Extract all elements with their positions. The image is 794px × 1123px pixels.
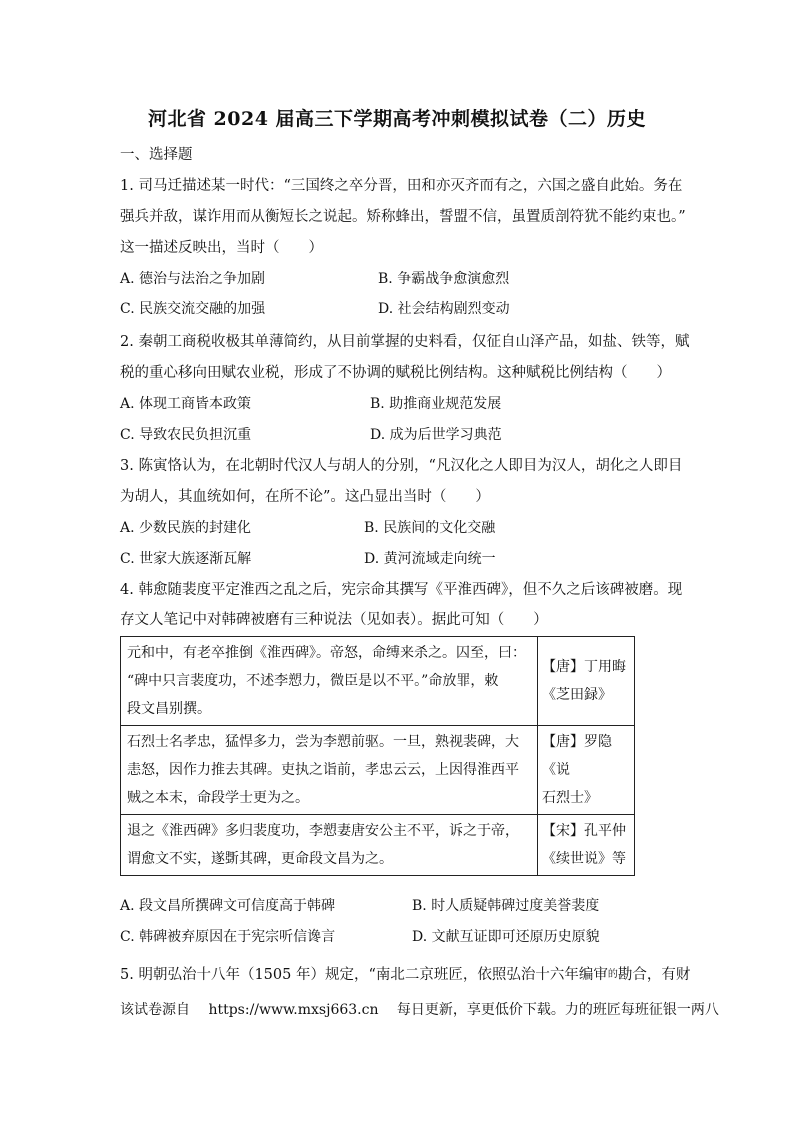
- q2-line-2: 税的重心移向田赋农业税，形成了不协调的赋税比例结构。这种赋税比例结构（ ）: [120, 365, 671, 381]
- table-cell-source: 【宋】孔平仲 《续世说》等: [538, 815, 635, 876]
- q1-line-3: 这一描述反映出，当时（ ）: [120, 240, 323, 256]
- q1-option-a: A. 德治与法治之争加剧: [120, 271, 266, 287]
- q1-line-1: 1. 司马迁描述某一时代：“三国终之卒分晋，田和亦灭齐而有之，六国之盛自此始。务在: [120, 178, 683, 194]
- q2-option-b: B. 助推商业规范发展: [370, 396, 502, 412]
- q3-option-a: A. 少数民族的封建化: [120, 520, 252, 536]
- section-heading: 一、选择题: [120, 147, 193, 163]
- q2-option-a: A. 体现工商皆本政策: [120, 396, 252, 412]
- table-cell-text: 退之《淮西碑》多归裴度功，李愬妻唐安公主不平，诉之于帝， 谓愈文不实，遂斲其碑，更命段文昌为之。: [121, 815, 538, 876]
- q3-option-c: C. 世家大族逐渐瓦解: [120, 551, 252, 567]
- q3-line-2: 为胡人，其血统如何，在所不论”。这凸显出当时（ ）: [120, 489, 490, 505]
- q2-option-d: D. 成为后世学习典范: [370, 427, 502, 443]
- page-title: 河北省 2024 届高三下学期高考冲刺模拟试卷（二）历史: [147, 108, 647, 130]
- q4-line-2: 存文人笔记中对韩碑被磨有三种说法（见如表）。据此可知（ ）: [120, 612, 548, 628]
- q5-line-1: 5. 明朝弘治十八年（1505 年）规定，“南北二京班匠，依照弘治十六年编审$^的$勘合，有财: [120, 967, 691, 983]
- q1-option-d: D. 社会结构剧烈变动: [378, 301, 510, 317]
- q4-option-b: B. 时人质疑韩碑过度美誉裴度: [412, 898, 600, 914]
- q4-option-a: A. 段文昌所撰碑文可信度高于韩碑: [120, 898, 336, 914]
- table-cell-text: 石烈士名孝忠，猛悍多力，尝为李愬前驱。一旦，熟视裴碑，大 恚怒，因作力推去其碑。吏执之诣前，孝忠云云，上因得淮西平 贼之本末，命段学士更为之。: [121, 726, 538, 815]
- q3-option-d: D. 黄河流域走向统一: [364, 551, 496, 567]
- q1-option-c: C. 民族交流交融的加强: [120, 301, 266, 317]
- q1-line-2: 强兵并敌，谋诈用而从衡短长之说起。矫称蜂出，誓盟不信，虽置质剖符犹不能约束也。”: [120, 209, 686, 225]
- table-cell-source: 【唐】罗隐《说 石烈士》: [538, 726, 635, 815]
- table-row: [121, 637, 635, 726]
- q3-line-1: 3. 陈寅恪认为，在北朝时代汉人与胡人的分别，“凡汉化之人即目为汉人，胡化之人即目: [120, 458, 683, 474]
- table-row: [121, 815, 635, 876]
- table-cell-text: 元和中，有老卒推倒《淮西碑》。帝怒，命缚来杀之。囚至，曰： “碑中只言裴度功，不述李愬力，微臣是以不平。”命放罪，敕 段文昌别撰。: [121, 637, 538, 726]
- sources-table: [120, 636, 635, 876]
- q4-option-c: C. 韩碑被弃原因在于宪宗听信谗言: [120, 929, 336, 945]
- q4-line-1: 4. 韩愈随裴度平定淮西之乱之后，宪宗命其撰写《平淮西碑》，但不久之后该碑被磨。现: [120, 582, 683, 598]
- q1-option-b: B. 争霸战争愈演愈烈: [378, 271, 510, 287]
- q2-line-1: 2. 秦朝工商税收极其单薄简约，从目前掌握的史料看，仅征自山泽产品，如盐、铁等，赋: [120, 334, 690, 350]
- table-cell-source: 【唐】丁用晦 《芝田録》: [538, 637, 635, 726]
- q4-option-d: D. 文献互证即可还原历史原貌: [412, 929, 600, 945]
- q2-option-c: C. 导致农民负担沉重: [120, 427, 252, 443]
- source-footer: 该试卷源自 https://www.mxsj663.cn 每日更新，享更低价下载。力的班匠每班征银一两八: [120, 1002, 719, 1018]
- q3-option-b: B. 民族间的文化交融: [364, 520, 496, 536]
- table-row: [121, 726, 635, 815]
